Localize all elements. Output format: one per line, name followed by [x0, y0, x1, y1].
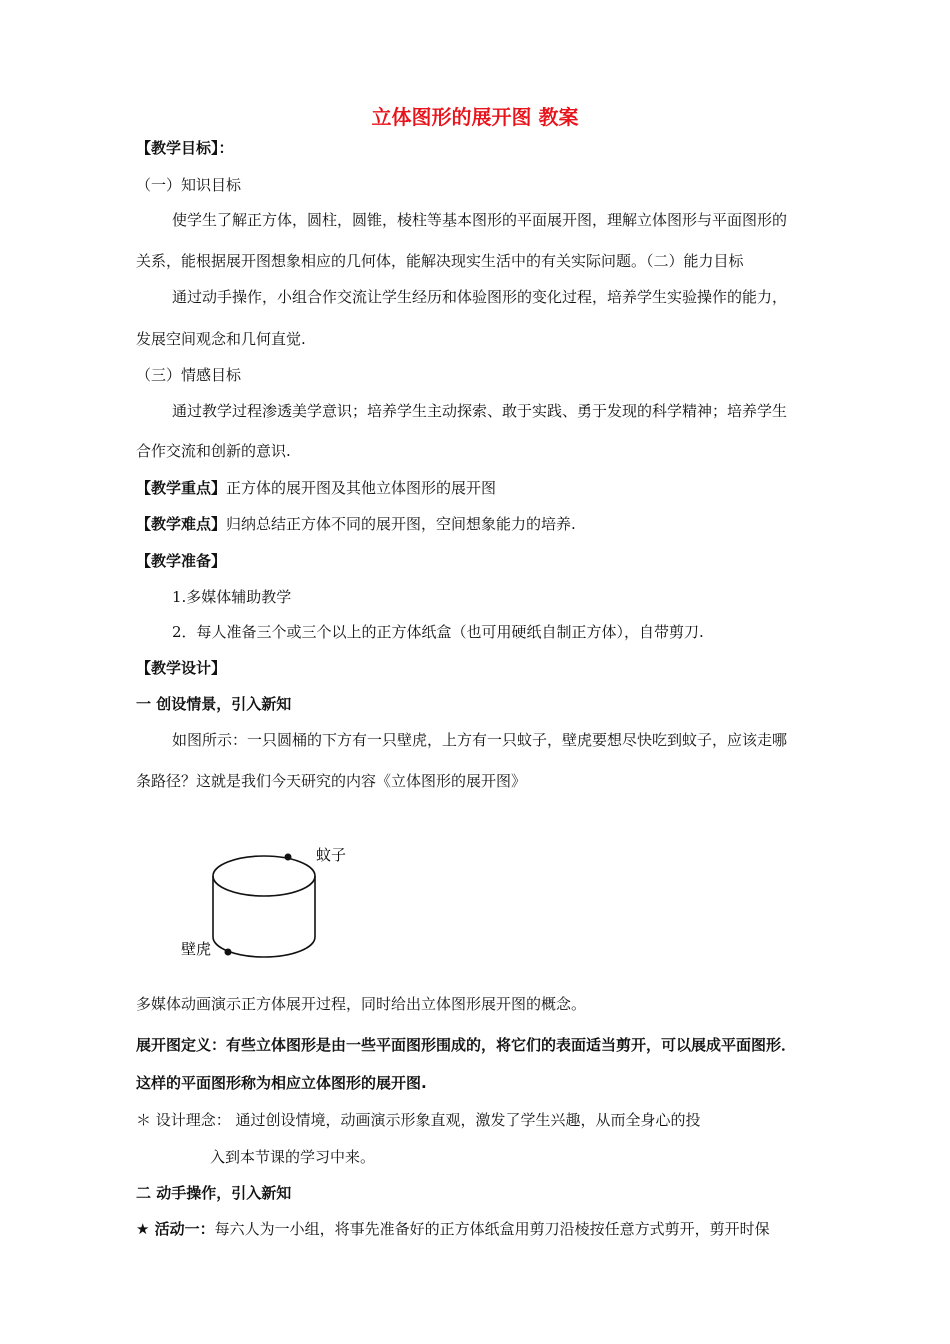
emotion-goal-text-2: 合作交流和创新的意识.: [136, 442, 291, 460]
page-title: 立体图形的展开图 教案: [371, 105, 579, 129]
key-point-text: 正方体的展开图及其他立体图形的展开图: [226, 479, 497, 497]
cylinder-figure: [176, 838, 366, 968]
prep-heading: 【教学准备】: [136, 552, 227, 570]
mosquito-point: [285, 854, 292, 861]
emotion-goal-text-1: 通过教学过程渗透美学意识；培养学生主动探索、敢于实践、勇于发现的科学精神；培养学生: [172, 402, 788, 420]
definition-line-1: 展开图定义：有些立体图形是由一些平面图形围成的，将它们的表面适当剪开，可以展成平面图形．: [136, 1036, 797, 1054]
design-heading: 【教学设计】: [136, 659, 227, 677]
prep-item-1: 1.多媒体辅助教学: [172, 588, 292, 606]
gecko-point: [225, 949, 232, 956]
activity-text: 每六人为一小组，将事先准备好的正方体纸盒用剪刀沿棱按任意方式剪开，剪开时保: [214, 1220, 770, 1238]
key-point-label: 【教学重点】: [136, 479, 227, 497]
difficulty-line: [136, 514, 576, 534]
multimedia-text: 多媒体动画演示正方体展开过程，同时给出立体图形展开图的概念。: [136, 995, 587, 1013]
ability-goal-text-1: 通过动手操作，小组合作交流让学生经历和体验图形的变化过程，培养学生实验操作的能力，: [172, 288, 788, 306]
knowledge-goal-text-1: 使学生了解正方体，圆柱，圆锥，棱柱等基本图形的平面展开图，理解立体图形与平面图形的: [172, 211, 788, 229]
emotion-goal-label: （三）情感目标: [136, 366, 242, 384]
activity-label: ★ 活动一：: [136, 1220, 215, 1238]
activity-line: [136, 1219, 770, 1239]
section1-text-1: 如图所示：一只圆桶的下方有一只壁虎，上方有一只蚊子，壁虎要想尽快吃到蚊子，应该走哪: [172, 731, 788, 749]
section1-text-2: 条路径？这就是我们今天研究的内容《立体图形的展开图》: [136, 772, 527, 790]
ability-goal-text-2: 发展空间观念和几何直觉.: [136, 330, 306, 348]
difficulty-text: 归纳总结正方体不同的展开图，空间想象能力的培养.: [226, 515, 576, 533]
difficulty-label: 【教学难点】: [136, 515, 227, 533]
key-point-line: [136, 478, 496, 498]
cylinder-top-ellipse: [213, 856, 315, 896]
goals-heading: 【教学目标】：: [136, 139, 234, 157]
definition-line-2: 这样的平面图形称为相应立体图形的展开图.: [136, 1074, 427, 1092]
section2-heading: 二 动手操作，引入新知: [136, 1184, 292, 1202]
prep-item-2: 2．每人准备三个或三个以上的正方体纸盒（也可用硬纸自制正方体），自带剪刀.: [172, 623, 704, 641]
gecko-label: 壁虎: [181, 940, 212, 958]
cylinder-illustration: [176, 838, 366, 968]
knowledge-goal-label: （一）知识目标: [136, 176, 242, 194]
section1-heading: 一 创设情景，引入新知: [136, 695, 292, 713]
concept-line-1: ＊ 设计理念： 通过创设情境，动画演示形象直观，激发了学生兴趣，从而全身心的投: [136, 1111, 701, 1129]
mosquito-label: 蚊子: [316, 846, 347, 864]
knowledge-goal-text-2: 关系，能根据展开图想象相应的几何体，能解决现实生活中的有关实际问题。（二）能力目标: [136, 252, 744, 270]
concept-line-2: 入到本节课的学习中来。: [210, 1148, 376, 1166]
